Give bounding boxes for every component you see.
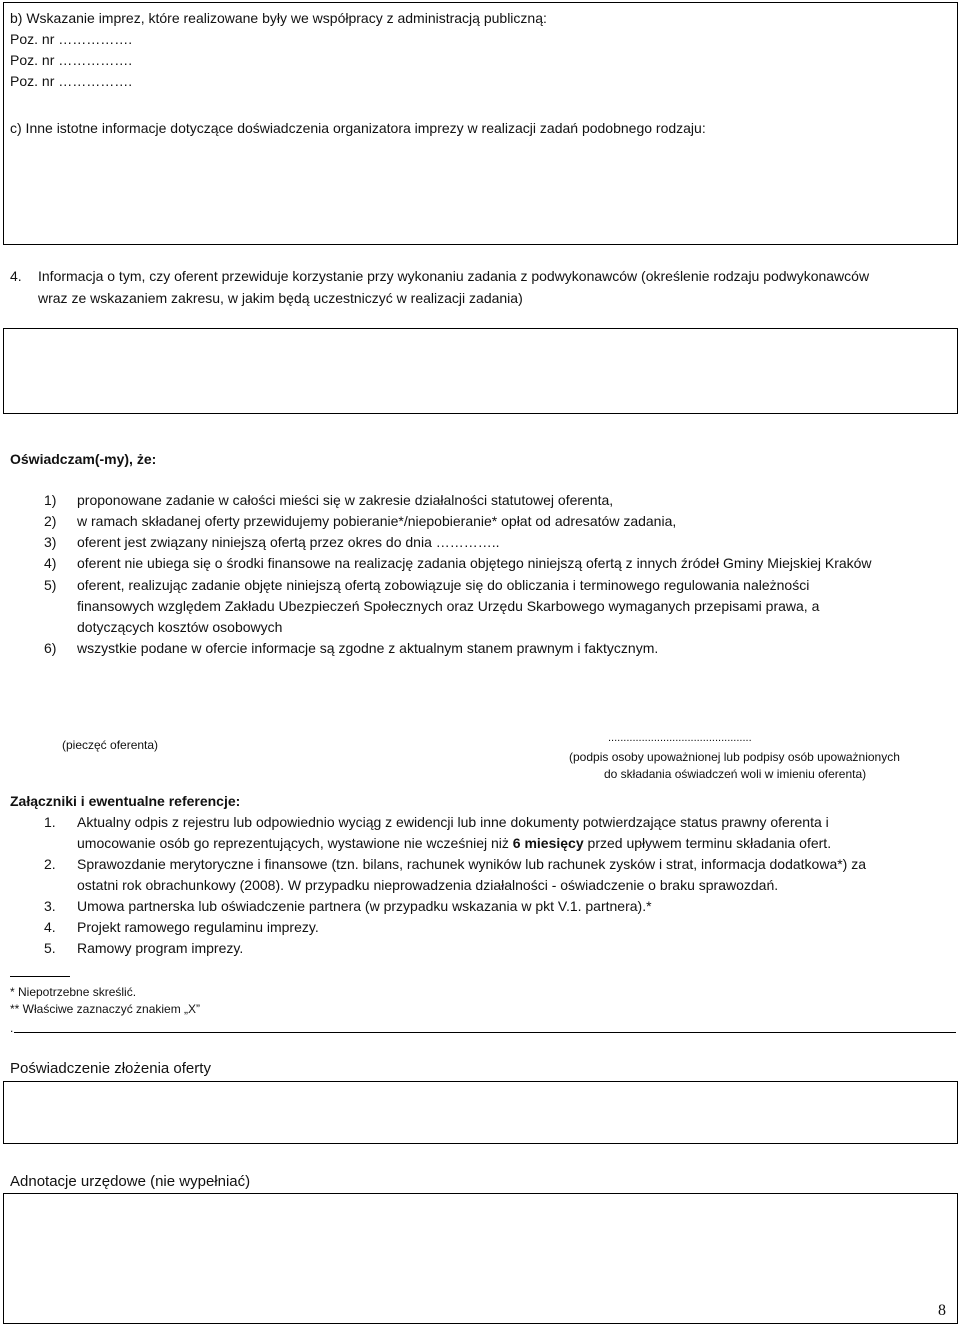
poz-nr-2: Poz. nr ……………. <box>10 52 133 68</box>
attachment-2-line1: Sprawozdanie merytoryczne i finansowe (tzn. bilans, rachunek wyników lub rachunek zysków i strat, informacja dodatkowa*) za <box>77 856 867 872</box>
declaration-item-1: proponowane zadanie w całości mieści się w zakresie działalności statutowej oferenta, <box>77 492 614 508</box>
footnote-2: ** Właściwe zaznaczyć znakiem „X” <box>10 1002 201 1016</box>
declaration-item-2: w ramach składanej oferty przewidujemy pobieranie*/niepobieranie* opłat od adresatów zadania, <box>77 513 677 529</box>
signature-caption-line2: do składania oświadczeń woli w imieniu oferenta) <box>604 767 867 781</box>
attachment-1-line2-end: przed upływem terminu składania ofert. <box>583 835 832 851</box>
declaration-item-5-line3: dotyczących kosztów osobowych <box>77 619 283 635</box>
attachment-1-line1: Aktualny odpis z rejestru lub odpowiednio wyciąg z ewidencji lub inne dokumenty potwierdzające status prawny oferenta i <box>77 814 829 830</box>
declaration-num-3: 3) <box>44 534 57 550</box>
footnote-dot: . <box>10 1021 14 1035</box>
declaration-num-1: 1) <box>44 492 57 508</box>
declaration-item-4: oferent nie ubiega się o środki finansowe na realizację zadania objętego niniejszą ofertą z innych źródeł Gminy Miejskiej Kraków <box>77 555 872 571</box>
poz-nr-1: Poz. nr ……………. <box>10 31 133 47</box>
seal-caption: (pieczęć oferenta) <box>62 738 159 752</box>
item-b-text: b) Wskazanie imprez, które realizowane były we współpracy z administracją publiczną: <box>10 10 547 26</box>
subcontractor-box <box>3 328 958 414</box>
item-c-text: c) Inne istotne informacje dotyczące doświadczenia organizatora imprezy w realizacji zadań podobnego rodzaju: <box>10 120 706 136</box>
attachment-1-line2 <box>77 833 831 854</box>
declaration-num-5: 5) <box>44 577 57 593</box>
page-number: 8 <box>938 1302 946 1319</box>
section-4-number: 4. <box>10 268 22 284</box>
attachment-num-3: 3. <box>44 898 56 914</box>
attachment-num-5: 5. <box>44 940 56 956</box>
attachment-5: Ramowy program imprezy. <box>77 940 244 956</box>
section-divider <box>14 1032 956 1033</box>
attachment-1-line2-text: umocowanie osób go reprezentujących, wystawione nie wcześniej niż <box>77 835 513 851</box>
footnote-1: * Niepotrzebne skreślić. <box>10 985 137 999</box>
section-4-line1: Informacja o tym, czy oferent przewiduje korzystanie przy wykonaniu zadania z podwykonawców (określenie rodzaju podwykonawców <box>38 268 870 284</box>
section-4-line2: wraz ze wskazaniem zakresu, w jakim będą uczestniczyć w realizacji zadania) <box>38 290 523 306</box>
attachment-1-deadline: 6 miesięcy <box>512 835 584 851</box>
declaration-item-3: oferent jest związany niniejszą ofertą przez okres do dnia ………….. <box>77 534 500 550</box>
attachment-2-line2: ostatni rok obrachunkowy (2008). W przypadku nieprowadzenia działalności - oświadczenie o braku sprawozdań. <box>77 877 779 893</box>
signature-dots: ............................................... <box>608 732 752 744</box>
declaration-item-5-line2: finansowych względem Zakładu Ubezpieczeń Społecznych oraz Urzędu Skarbowego wymaganych przepisami prawa, a <box>77 598 820 614</box>
attachment-3: Umowa partnerska lub oświadczenie partnera (w przypadku wskazania w pkt V.1. partnera).* <box>77 898 652 914</box>
footnote-separator <box>10 976 70 977</box>
declaration-item-6: wszystkie podane w ofercie informacje są zgodne z aktualnym stanem prawnym i faktycznym. <box>77 640 659 656</box>
declaration-item-5-line1: oferent, realizując zadanie objęte niniejszą ofertą zobowiązuje się do obliczania i terminowego regulowania należności <box>77 577 810 593</box>
declaration-num-6: 6) <box>44 640 57 656</box>
office-notes-label: Adnotacje urzędowe (nie wypełniać) <box>10 1173 251 1190</box>
receipt-box <box>3 1081 958 1144</box>
declaration-num-4: 4) <box>44 555 57 571</box>
declaration-num-2: 2) <box>44 513 57 529</box>
attachment-num-4: 4. <box>44 919 56 935</box>
poz-nr-3: Poz. nr ……………. <box>10 73 133 89</box>
receipt-label: Poświadczenie złożenia oferty <box>10 1060 211 1077</box>
attachment-num-2: 2. <box>44 856 56 872</box>
office-notes-box <box>3 1193 958 1324</box>
signature-caption-line1: (podpis osoby upoważnionej lub podpisy osób upoważnionych <box>569 750 900 764</box>
declaration-heading: Oświadczam(-my), że: <box>10 451 157 467</box>
attachments-heading: Załączniki i ewentualne referencje: <box>10 793 241 809</box>
attachment-4: Projekt ramowego regulaminu imprezy. <box>77 919 319 935</box>
attachment-num-1: 1. <box>44 814 56 830</box>
